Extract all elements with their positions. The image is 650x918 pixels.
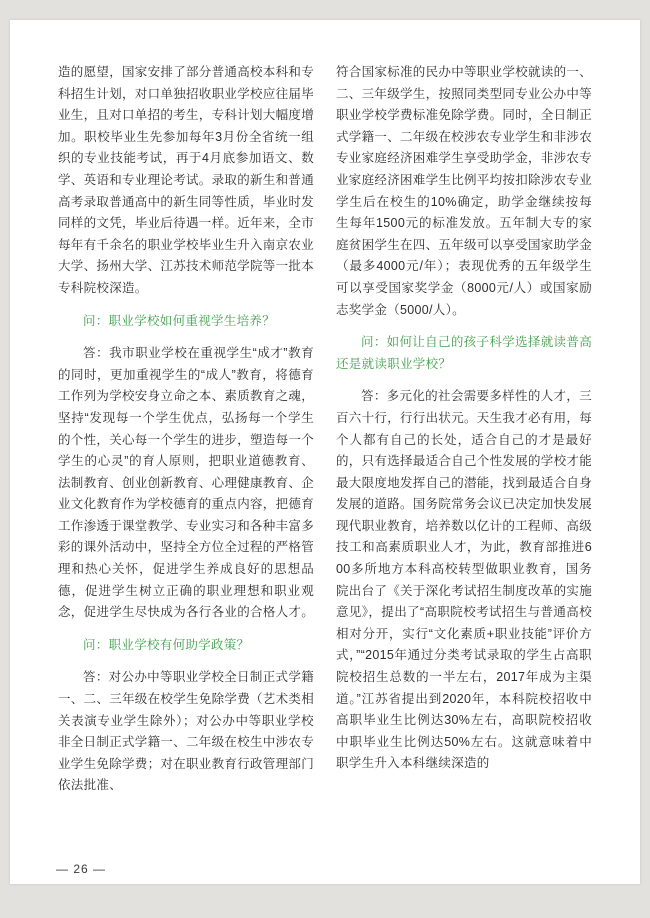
question-heading: 问：职业学校如何重视学生培养？ xyxy=(83,313,276,328)
document-sheet xyxy=(10,20,640,884)
answer-paragraph: 答：多元化的社会需要多样性的人才，三百六十行，行行出状元。天生我才必有用，每个人都有自己的长处，适合自己的才是最好的，只有选择最适合自己个性发展的学校才能最大限度地发挥自己的潜能，找到最适合自身发展的道路。国务院常务会议已决定加快发展现代职业教育，培养数以亿计的工程师、高级技工和高素质职业人才，为此，教育部推进600多所地方本科高校转型做职业教育，国务院出台了《关于深化考试招生制度改革的实施意见》，提出了“高职院校考试招生与普通高校相对分开，实行“文化素质+职业技能”评价方式，”“2015年通过分类考试录取的学生占高职院校招生总数的一半左右，2017年成为主渠道。”江苏省提出到2020年，本科院校招收中高职毕业生比例达30%左右，高职院校招收中职毕业生比例达50%左右。这就意味着中职学生升入本科继续深造的 xyxy=(336,389,593,771)
question-heading: 问：如何让自己的孩子科学选择就读普高还是就读职业学校？ xyxy=(336,335,592,371)
question-heading: 问：职业学校有何助学政策？ xyxy=(83,637,250,652)
answer-paragraph: 答：我市职业学校在重视学生“成才”教育的同时，更加重视学生的“成人”教育，将德育工作列为学校安身立命之本、素质教育之魂，坚持“发现每一个学生优点，弘扬每一个学生的个性，关心每一个学生的进步，塑造每一个学生的心灵”的育人原则，把职业道德教育、法制教育、创业创新教育、心理健康教育、企业文化教育作为学校德育的重点内容，把德育工作渗透于课堂教学、专业实习和各种丰富多彩的课外活动中，坚持全方位全过程的严格管理和热心关怀，促进学生养成良好的思想品德，促进学生树立正确的职业理想和职业观念，促进学生尽快成为各行各业的合格人才。 xyxy=(58,346,315,620)
two-column-text-area xyxy=(58,62,592,838)
body-paragraph: 造的愿望，国家安排了部分普通高校本科和专科招生计划，对口单独招收职业学校应往届毕业生，且对口单招的考生，专科计划大幅度增加。职校毕业生先参加每年3月份全省统一组织的专业技能考试，再于4月底参加语文、数学、英语和专业理论考试。录取的新生和普通高考录取普通高中的新生同等性质，毕业时发同样的文凭，毕业后待遇一样。近年来，全市每年有千余名的职业学校毕业生升入南京农业大学、扬州大学、江苏技术师范学院等一批本专科院校深造。 xyxy=(58,65,315,295)
body-paragraph: 符合国家标准的民办中等职业学校就读的一、二、三年级学生，按照同类型同专业公办中等职业学校学费标准免除学费。同时，全日制正式学籍一、二年级在校涉农专业学生和非涉农专业家庭经济困难学生享受助学金，非涉农专业家庭经济困难学生比例平均按扣除涉农专业学生后在校生的10%确定，助学金继续按每生每年1500元的标准发放。五年制大专的家庭贫困学生在四、五年级可以享受国家助学金（最多4000元/年）；表现优秀的五年级学生可以享受国家奖学金（8000元/人）或国家励志奖学金（5000/人）。 xyxy=(336,65,593,317)
page-number: — 26 — xyxy=(56,862,107,876)
answer-paragraph: 答：对公办中等职业学校全日制正式学籍一、二、三年级在校学生免除学费（艺术类相关表演专业学生除外）；对公办中等职业学校非全日制正式学籍一、二年级在校生中涉农专业学生免除学费；对在职业教育行政管理部门依法批准、 xyxy=(58,670,315,793)
right-column xyxy=(336,62,592,838)
left-column xyxy=(58,62,314,838)
